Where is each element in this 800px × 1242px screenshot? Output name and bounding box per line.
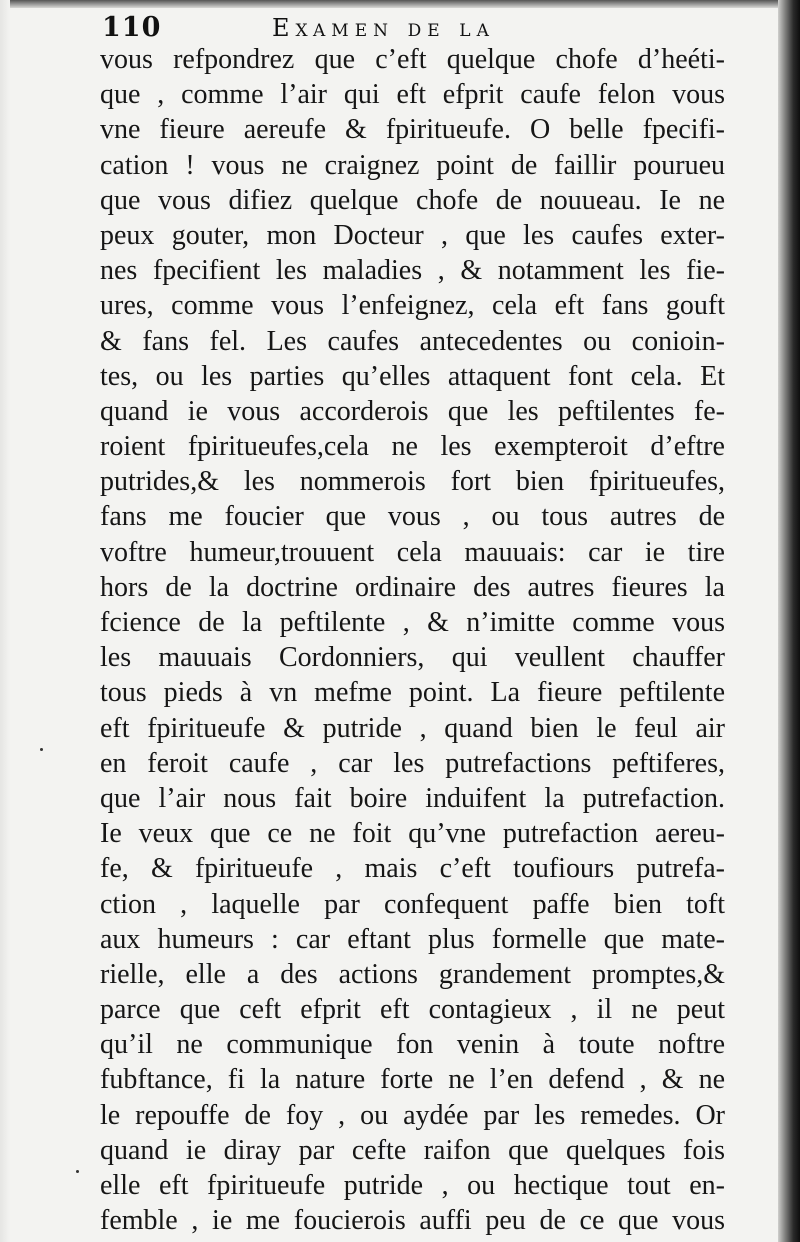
- text-line: aux humeurs : car eftant plus formelle que mate-: [100, 923, 725, 955]
- text-line: que vous difiez quelque chofe de nouueau. Ie ne: [100, 184, 725, 216]
- body-text: [100, 42, 725, 1238]
- text-line: vne fieure aereufe & fpiritueufe. O belle fpecifi-: [100, 114, 725, 146]
- page-left-edge: [0, 0, 10, 1242]
- text-line: eft fpiritueufe & putride , quand bien le feul air: [100, 712, 725, 744]
- text-line: roient fpiritueufes,cela ne les exempteroit d’eftre: [100, 431, 725, 463]
- text-line: & fans fel. Les caufes antecedentes ou conioin-: [100, 325, 725, 357]
- text-line: parce que ceft efprit eft contagieux , il ne peut: [100, 994, 725, 1026]
- text-line: qu’il ne communique fon venin à toute noftre: [100, 1029, 725, 1061]
- text-line: les mauuais Cordonniers, qui veullent chauffer: [100, 642, 725, 674]
- text-line: peux gouter, mon Docteur , que les caufes exter-: [100, 219, 725, 251]
- text-line: Ie veux que ce ne foit qu’vne putrefaction aereu-: [100, 818, 725, 850]
- text-line: fcience de la peftilente , & n’imitte comme vous: [100, 607, 725, 638]
- running-head: Examen de la: [272, 14, 495, 42]
- text-line: fans me foucier que vous , ou tous autres de: [100, 501, 725, 533]
- text-line: quand ie vous accorderois que les peftilentes fe-: [100, 395, 725, 427]
- text-line: en feroit caufe , car les putrefactions peftiferes,: [100, 747, 725, 779]
- text-line: fe, & fpiritueufe , mais c’eft toufiours putrefa-: [100, 853, 725, 885]
- text-line: que , comme l’air qui eft efprit caufe felon vous: [100, 79, 725, 111]
- page-top-edge: [0, 0, 800, 8]
- text-line: fubftance, fi la nature forte ne l’en defend , & ne: [100, 1064, 725, 1096]
- text-line: femble , ie me foucierois auffi peu de ce que vous: [100, 1205, 725, 1237]
- text-line: elle eft fpiritueufe putride , ou hectique tout en-: [100, 1170, 725, 1201]
- text-line: nes fpecifient les maladies , & notamment les fie-: [100, 255, 725, 287]
- text-line: voftre humeur,trouuent cela mauuais: car ie tire: [100, 536, 725, 568]
- text-line: cation ! vous ne craignez point de faillir pourueu: [100, 149, 725, 181]
- text-line: hors de la doctrine ordinaire des autres fieures la: [100, 571, 725, 603]
- text-line: ction , laquelle par confequent paffe bien toft: [100, 888, 725, 920]
- page-number: 110: [102, 12, 162, 43]
- text-line: quand ie diray par cefte raifon que quelques fois: [100, 1134, 725, 1166]
- text-line: ures, comme vous l’enfeignez, cela eft fans gouft: [100, 290, 725, 322]
- text-line: tes, ou les parties qu’elles attaquent font cela. Et: [100, 360, 725, 392]
- text-line: tous pieds à vn mefme point. La fieure peftilente: [100, 677, 725, 709]
- text-line: que l’air nous fait boire induifent la putrefaction.: [100, 782, 725, 814]
- text-line: le repouffe de foy , ou aydée par les remedes. Or: [100, 1099, 725, 1131]
- text-line: rielle, elle a des actions grandement promptes,&: [100, 958, 725, 990]
- text-line: vous refpondrez que c’eft quelque chofe d’heéti-: [100, 44, 725, 75]
- text-line: putrides,& les nommerois fort bien fpiritueufes,: [100, 466, 725, 498]
- book-binding-gutter: [778, 0, 800, 1242]
- ink-speck: [76, 1170, 79, 1173]
- ink-speck: [40, 748, 43, 751]
